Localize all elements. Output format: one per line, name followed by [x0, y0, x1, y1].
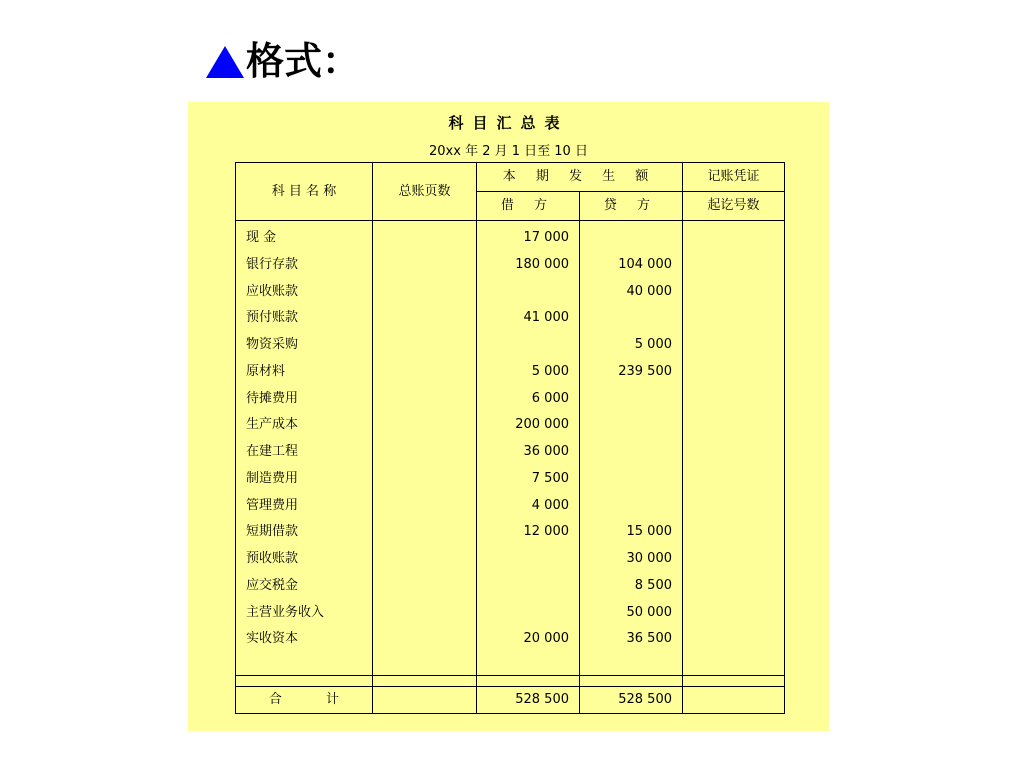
row-voucher [683, 359, 785, 386]
total-debit: 528 500 [477, 687, 580, 714]
row-account-name: 物资采购 [236, 332, 373, 359]
table-date: 20xx 年 2 月 1 日至 10 日 [429, 144, 588, 159]
table-row [236, 221, 785, 252]
row-ledger-page [373, 600, 477, 627]
row-debit: 36 000 [477, 439, 580, 466]
row-ledger-page [373, 386, 477, 413]
table-row [236, 305, 785, 332]
triangle-bullet-icon [206, 46, 244, 78]
row-account-name: 生产成本 [236, 412, 373, 439]
header-voucher-line1: 记账凭证 [683, 163, 785, 192]
row-debit: 6 000 [477, 386, 580, 413]
row-debit: 4 000 [477, 493, 580, 520]
row-voucher [683, 573, 785, 600]
summary-table-panel [188, 102, 829, 731]
row-account-name: 实收资本 [236, 626, 373, 653]
row-credit: 36 500 [580, 626, 683, 653]
row-voucher [683, 600, 785, 627]
table-row [236, 466, 785, 493]
table-row-gap [236, 676, 785, 687]
row-debit [477, 600, 580, 627]
row-voucher [683, 439, 785, 466]
row-debit: 7 500 [477, 466, 580, 493]
table-row [236, 332, 785, 359]
row-debit [477, 573, 580, 600]
row-debit: 180 000 [477, 252, 580, 279]
row-ledger-page [373, 439, 477, 466]
row-credit [580, 305, 683, 332]
table-row [236, 626, 785, 653]
row-credit [580, 466, 683, 493]
row-account-name: 主营业务收入 [236, 600, 373, 627]
row-debit: 12 000 [477, 519, 580, 546]
table-row [236, 493, 785, 520]
header-credit: 贷 方 [580, 192, 683, 221]
row-ledger-page [373, 546, 477, 573]
row-voucher [683, 519, 785, 546]
row-account-name: 银行存款 [236, 252, 373, 279]
table-row [236, 412, 785, 439]
table-total-row [236, 687, 785, 714]
row-voucher [683, 493, 785, 520]
total-voucher [683, 687, 785, 714]
row-ledger-page [373, 252, 477, 279]
header-current-amount: 本 期 发 生 额 [477, 163, 683, 192]
row-credit: 239 500 [580, 359, 683, 386]
row-account-name: 预付账款 [236, 305, 373, 332]
slide-title [206, 38, 361, 83]
header-debit: 借 方 [477, 192, 580, 221]
total-credit: 528 500 [580, 687, 683, 714]
row-debit [477, 332, 580, 359]
row-credit: 5 000 [580, 332, 683, 359]
table-row [236, 279, 785, 306]
row-ledger-page [373, 573, 477, 600]
row-account-name: 管理费用 [236, 493, 373, 520]
row-credit: 15 000 [580, 519, 683, 546]
row-voucher [683, 466, 785, 493]
row-debit: 17 000 [477, 221, 580, 252]
table-title: 科目汇总表 [448, 114, 569, 132]
row-credit: 8 500 [580, 573, 683, 600]
row-ledger-page [373, 305, 477, 332]
row-voucher [683, 221, 785, 252]
header-account-name: 科 目 名 称 [236, 163, 373, 221]
total-ledger-page [373, 687, 477, 714]
table-row-blank [236, 653, 785, 676]
row-debit: 200 000 [477, 412, 580, 439]
row-ledger-page [373, 221, 477, 252]
table-row [236, 359, 785, 386]
row-debit: 20 000 [477, 626, 580, 653]
row-credit [580, 221, 683, 252]
header-ledger-page: 总账页数 [373, 163, 477, 221]
row-ledger-page [373, 626, 477, 653]
row-account-name: 现 金 [236, 221, 373, 252]
row-ledger-page [373, 493, 477, 520]
row-voucher [683, 305, 785, 332]
row-voucher [683, 279, 785, 306]
row-account-name: 原材料 [236, 359, 373, 386]
row-credit: 40 000 [580, 279, 683, 306]
row-ledger-page [373, 412, 477, 439]
table-row [236, 252, 785, 279]
row-account-name: 预收账款 [236, 546, 373, 573]
row-credit: 50 000 [580, 600, 683, 627]
table-row [236, 600, 785, 627]
row-credit [580, 386, 683, 413]
row-ledger-page [373, 519, 477, 546]
row-credit [580, 439, 683, 466]
row-account-name: 应交税金 [236, 573, 373, 600]
row-ledger-page [373, 279, 477, 306]
row-credit: 30 000 [580, 546, 683, 573]
table-row [236, 519, 785, 546]
total-label: 合 计 [236, 687, 373, 714]
table-row [236, 439, 785, 466]
row-voucher [683, 412, 785, 439]
table-row [236, 386, 785, 413]
row-ledger-page [373, 359, 477, 386]
row-credit: 104 000 [580, 252, 683, 279]
table-row [236, 573, 785, 600]
row-account-name: 应收账款 [236, 279, 373, 306]
table-row [236, 546, 785, 573]
account-summary-table [235, 162, 785, 714]
row-account-name: 制造费用 [236, 466, 373, 493]
header-voucher-line2: 起讫号数 [683, 192, 785, 221]
slide-title-text: 格式： [246, 38, 361, 83]
row-debit [477, 546, 580, 573]
row-credit [580, 412, 683, 439]
row-debit [477, 279, 580, 306]
row-ledger-page [373, 332, 477, 359]
row-account-name: 待摊费用 [236, 386, 373, 413]
row-debit: 5 000 [477, 359, 580, 386]
row-voucher [683, 332, 785, 359]
row-voucher [683, 626, 785, 653]
row-credit [580, 493, 683, 520]
row-ledger-page [373, 466, 477, 493]
row-account-name: 在建工程 [236, 439, 373, 466]
row-voucher [683, 386, 785, 413]
row-debit: 41 000 [477, 305, 580, 332]
row-voucher [683, 252, 785, 279]
row-voucher [683, 546, 785, 573]
row-account-name: 短期借款 [236, 519, 373, 546]
